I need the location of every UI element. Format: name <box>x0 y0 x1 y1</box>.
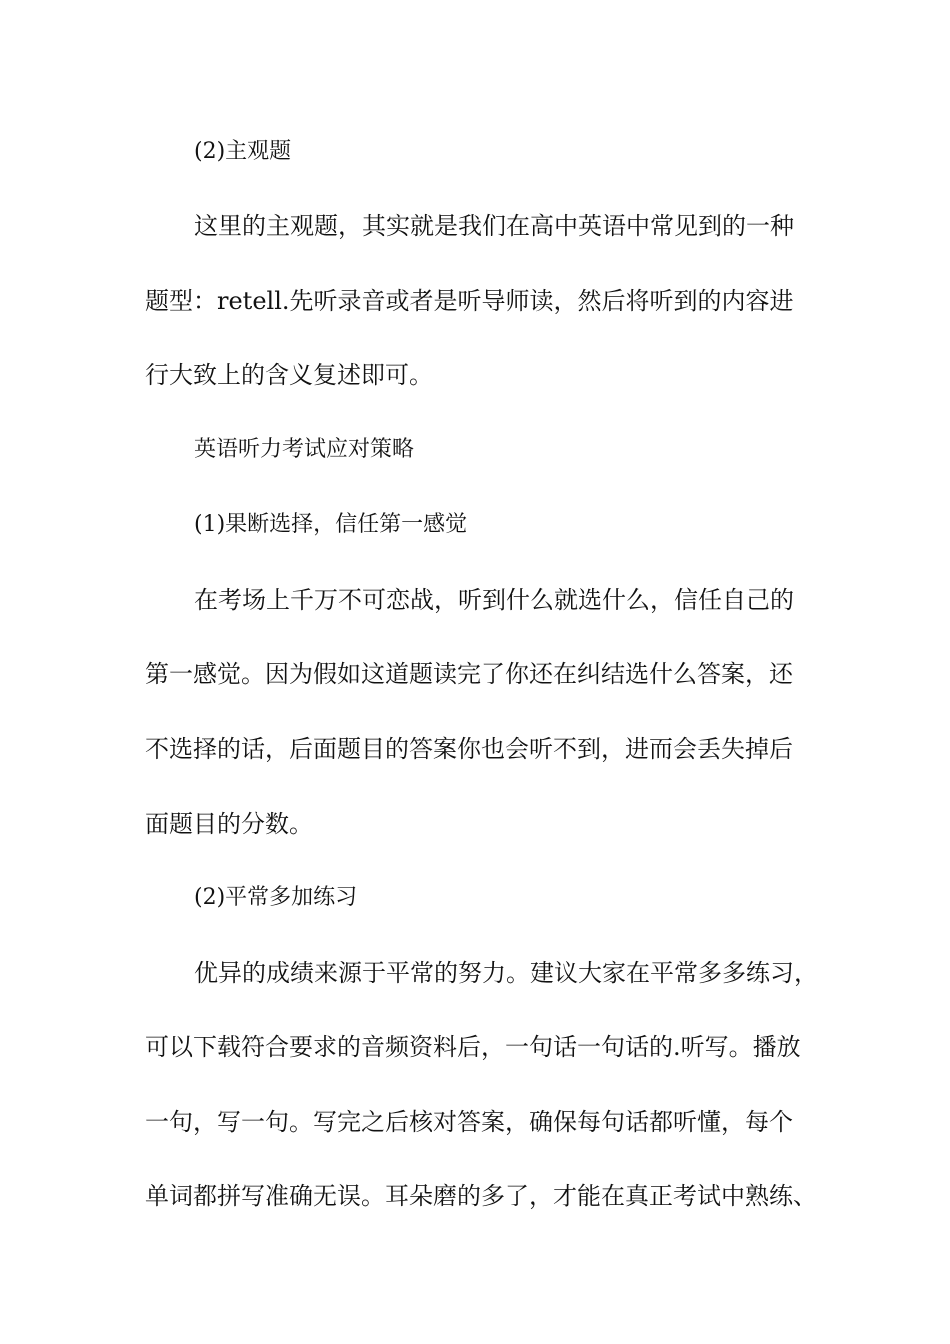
paragraph-line: 单词都拼写准确无误。耳朵磨的多了，才能在真正考试中熟练、 <box>145 1182 817 1210</box>
paragraph-line: 在考场上千万不可恋战，听到什么就选什么，信任自己的 <box>194 586 794 614</box>
paragraph-line: 一句，写一句。写完之后核对答案，确保每句话都听懂，每个 <box>145 1108 793 1136</box>
subheading-subjective-questions: (2)主观题 <box>194 139 292 164</box>
paragraph-line: 题型：retell.先听录音或者是听导师读，然后将听到的内容进 <box>145 287 794 315</box>
section-heading-listening-strategy: 英语听力考试应对策略 <box>194 437 415 462</box>
paragraph-line: 这里的主观题，其实就是我们在高中英语中常见到的一种 <box>194 212 794 240</box>
paragraph-line: 第一感觉。因为假如这道题读完了你还在纠结选什么答案，还 <box>145 660 793 688</box>
paragraph-line: 面题目的分数。 <box>145 810 313 838</box>
paragraph-line: 可以下载符合要求的音频资料后，一句话一句话的.听写。播放 <box>145 1033 801 1061</box>
paragraph-line: 不选择的话，后面题目的答案你也会听不到，进而会丢失掉后 <box>145 735 793 763</box>
paragraph-line: 行大致上的含义复述即可。 <box>145 361 433 389</box>
subheading-decisive-choice: (1)果断选择，信任第一感觉 <box>194 512 468 537</box>
paragraph-line: 优异的成绩来源于平常的努力。建议大家在平常多多练习， <box>194 959 818 987</box>
subheading-more-practice: (2)平常多加练习 <box>194 885 358 910</box>
